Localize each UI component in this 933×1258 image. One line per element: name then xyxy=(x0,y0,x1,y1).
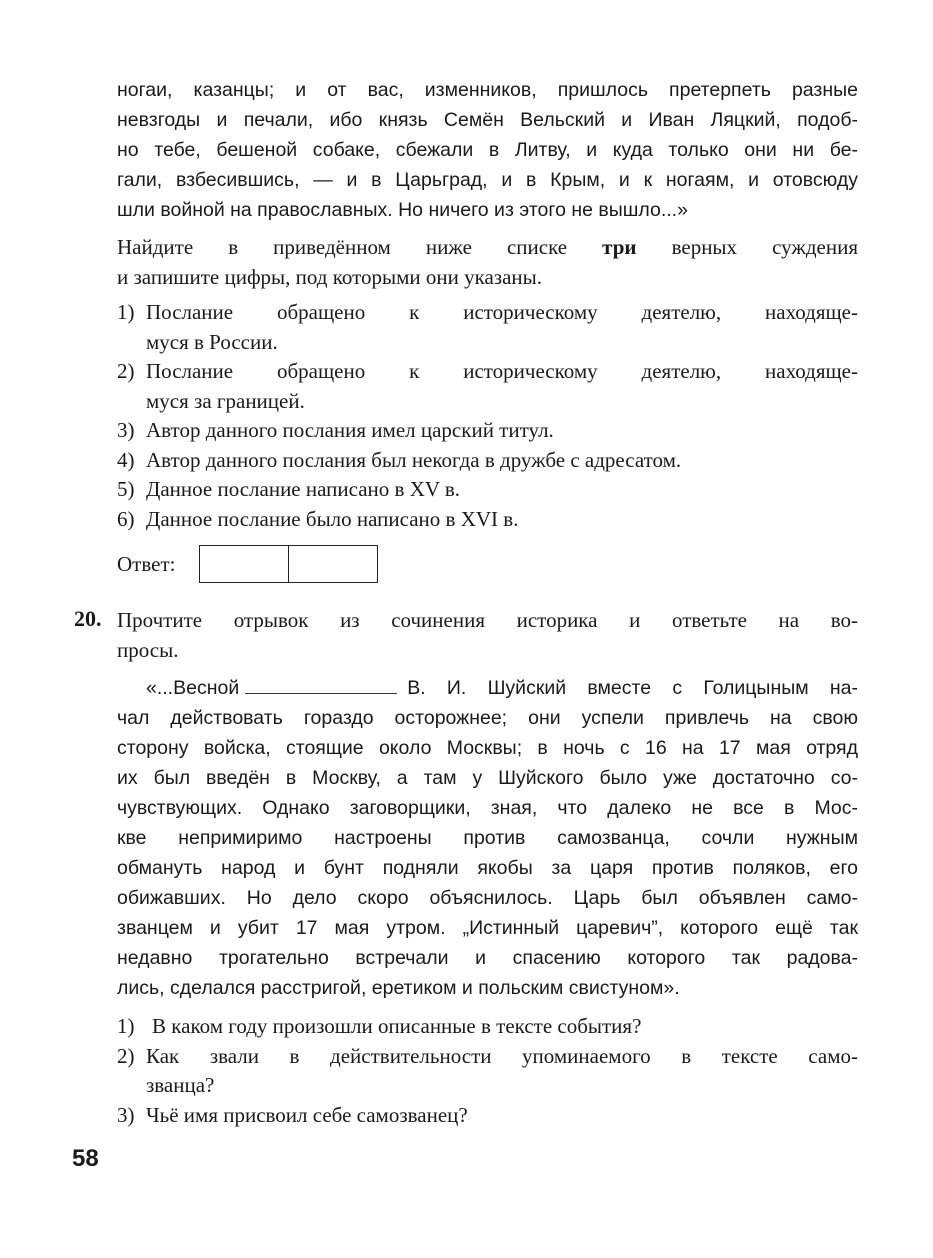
instruction-text: Прочтите отрывок из сочинения историка и ответьте на во- xyxy=(117,608,858,632)
question-text: В каком году произошли описанные в тексте события? xyxy=(152,1014,642,1038)
passage-text: В. И. Шуйский вместе с Голицыным на- xyxy=(407,677,858,699)
text-line: шли войной на православных. Но ничего из этого не вышло...» xyxy=(117,199,688,221)
quote-tail xyxy=(117,75,858,225)
option-text: муся за границей. xyxy=(146,388,305,413)
answer-cell[interactable] xyxy=(288,546,377,582)
text-line: недавно трогательно встречали и спасению которого так радова- xyxy=(117,947,858,969)
instruction-text: верных суждения xyxy=(671,235,859,259)
option-4 xyxy=(117,446,858,476)
option-1 xyxy=(117,298,858,357)
instruction-bold: три xyxy=(602,235,637,259)
option-number: 2) xyxy=(117,359,135,383)
option-number: 6) xyxy=(117,506,135,531)
option-number: 1) xyxy=(117,300,135,324)
page-number: 58 xyxy=(72,1145,99,1172)
passage-text: «...Весной xyxy=(146,677,240,699)
option-3 xyxy=(117,416,858,446)
option-text: Автор данного послания имел царский титул. xyxy=(146,418,554,442)
text-line: невзгоды и печали, ибо князь Семён Вельский и Иван Ляцкий, подоб- xyxy=(117,109,858,131)
answer-cell[interactable] xyxy=(200,546,288,582)
question-2 xyxy=(117,1042,858,1101)
option-6 xyxy=(117,505,858,535)
question-number: 2) xyxy=(117,1043,135,1068)
task20-questions xyxy=(117,1012,858,1130)
task20-passage xyxy=(117,673,858,1003)
task-number: 20. xyxy=(74,606,102,631)
option-text: Послание обращено к историческому деятелю, находяще- xyxy=(146,300,858,324)
instruction-text: и запишите цифры, под которыми они указаны. xyxy=(117,264,543,289)
option-text: Послание обращено к историческому деятелю, находяще- xyxy=(146,359,858,383)
option-5 xyxy=(117,475,858,505)
text-line: обмануть народ и бунт подняли якобы за царя против поляков, его xyxy=(117,857,858,879)
text-line: ногаи, казанцы; и от вас, изменников, пришлось претерпеть разные xyxy=(117,79,858,101)
question-text: Как звали в действительности упоминаемого в тексте само- xyxy=(146,1043,858,1068)
option-text: Данное послание было написано в XVI в. xyxy=(146,506,519,531)
text-line: кве непримиримо настроены против самозванца, сочли нужным xyxy=(117,827,858,849)
text-line: их был введён в Москву, а там у Шуйского было уже достаточно со- xyxy=(117,767,858,789)
answer-box[interactable] xyxy=(199,545,378,583)
text-line: чувствующих. Однако заговорщики, зная, что далеко не все в Мос- xyxy=(117,797,858,819)
fill-blank[interactable] xyxy=(245,675,397,694)
instruction-text: Найдите в приведённом ниже списке xyxy=(117,235,568,259)
instruction-text: просы. xyxy=(117,637,179,662)
option-number: 5) xyxy=(117,477,135,501)
question-1 xyxy=(117,1012,858,1042)
option-number: 3) xyxy=(117,418,135,442)
text-line: сторону войска, стоящие около Москвы; в ночь с 16 на 17 мая отряд xyxy=(117,737,858,759)
question-number: 1) xyxy=(117,1014,135,1038)
question-3 xyxy=(117,1101,858,1131)
text-line: лись, сделался расстригой, еретиком и польским свистуном». xyxy=(117,977,680,999)
text-line: обижавших. Но дело скоро объяснилось. Царь был объявлен само- xyxy=(117,887,858,909)
answer-row xyxy=(117,545,378,583)
text-line: гали, взбесившись, — и в Царьград, и в Крым, и к ногаям, и отовсюду xyxy=(117,169,858,191)
answer-label: Ответ: xyxy=(117,551,176,576)
task20-instruction xyxy=(117,606,858,665)
option-text: Данное послание написано в XV в. xyxy=(146,477,461,501)
question-text: Чьё имя присвоил себе самозванец? xyxy=(146,1102,468,1127)
task19-options xyxy=(117,298,858,534)
question-number: 3) xyxy=(117,1102,135,1127)
task19-instruction xyxy=(117,233,858,292)
question-text: званца? xyxy=(146,1073,215,1097)
option-2 xyxy=(117,357,858,416)
text-line: званцем и убит 17 мая утром. „Истинный царевич”, которого ещё так xyxy=(117,917,858,939)
option-number: 4) xyxy=(117,447,135,472)
option-text: Автор данного послания был некогда в дружбе с адресатом. xyxy=(146,447,682,472)
option-text: муся в России. xyxy=(146,329,278,354)
text-line: чал действовать гораздо осторожнее; они успели привлечь на свою xyxy=(117,707,858,729)
text-line: но тебе, бешеной собаке, сбежали в Литву, и куда только они ни бе- xyxy=(117,139,858,161)
